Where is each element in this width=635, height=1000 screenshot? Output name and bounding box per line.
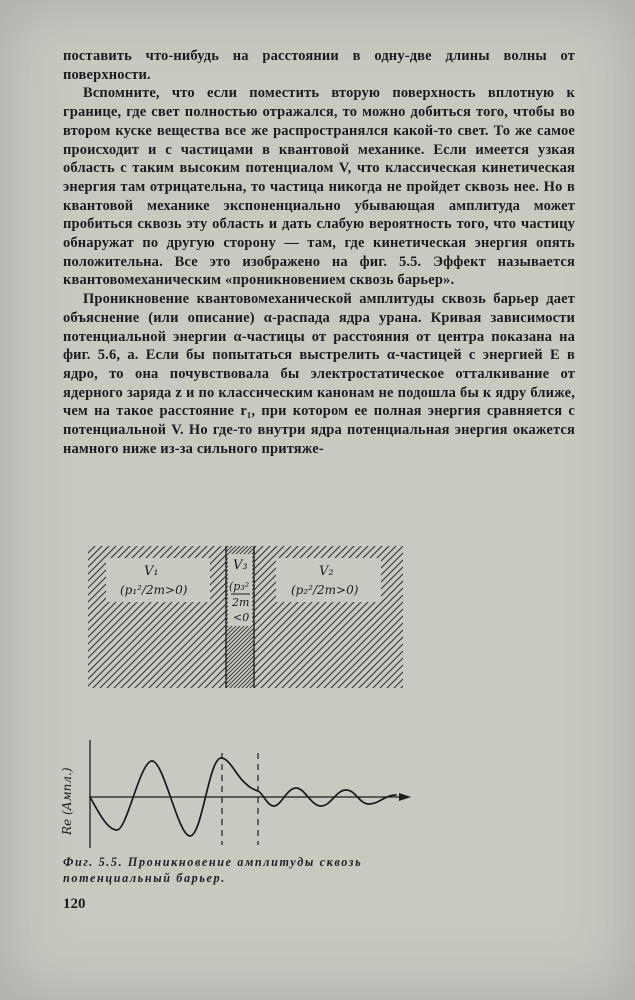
label-v2: V₂ [319, 564, 334, 579]
y-axis-label: Re (Ампл.) [60, 767, 74, 835]
x-axis-arrow [399, 793, 411, 801]
page-number: 120 [63, 896, 86, 912]
label-p3-numerator: (p₃² [229, 580, 250, 593]
label-v3: V₃ [233, 558, 248, 573]
barrier-diagram [88, 546, 403, 688]
label-v1: V₁ [144, 564, 159, 579]
paragraph-continuation: поставить что-нибудь на расстоянии в одну-две длины волны от поверхности. [63, 48, 575, 83]
wave-plot [55, 733, 425, 853]
paragraph-tunneling: Вспомните, что если поместить вторую поверхность вплотную к границе, где свет полностью отражался, то можно добиться того, чтобы во втором куске вещества все же распространялся какой-то свет. То же самое происходит и с частицами в квантовой механике. Если имеется узкая область с таким высоким потенциалом V, что классическая кинетическая энергия там отрицательна, то частица никогда не пройдет сквозь нее. Но в квантовой механике экспоненциально убывающая амплитуда может пробиться сквозь эту область и дать слабую вероятность того, что частицу обнаружат по другую сторону — там, где кинетическая энергия опять положительна. Все это изображено на фиг. 5.5. Эффект называется квантовомеханическим «проникновением сквозь барьер». [63, 85, 575, 289]
paragraph-alpha-decay: Проникновение квантовомеханической амплитуды сквозь барьер дает объяснение (или описание) α-распада ядра урана. Кривая зависимости потенциальной энергии α-частицы от расстояния от центра показана на фиг. 5.6, а. Если бы попытаться выстрелить α-частицей с энергией E в ядро, то она почувствовала бы электростатическое отталкивание от ядерного заряда z и по классическим канонам не подошла бы к ядру ближе, чем на такое расстояние r₁, при котором ее полная энергия сравняется с потенциальной V. Но где-то внутри ядра потенциальная энергия окажется намного ниже из-за сильного притяже- [63, 291, 575, 457]
caption-line-1: Фиг. 5.5. Проникновение амплитуды сквозь [63, 855, 363, 869]
caption-line-2: потенциальный барьер. [63, 870, 226, 885]
label-p1-expr: (p₁²/2m>0) [120, 583, 188, 597]
figure-caption [63, 855, 483, 886]
label-p3-comparison: <0 [233, 611, 250, 624]
label-p2-expr: (p₂²/2m>0) [291, 583, 359, 597]
body-text [63, 47, 575, 458]
label-p3-denominator: 2m [232, 596, 250, 609]
